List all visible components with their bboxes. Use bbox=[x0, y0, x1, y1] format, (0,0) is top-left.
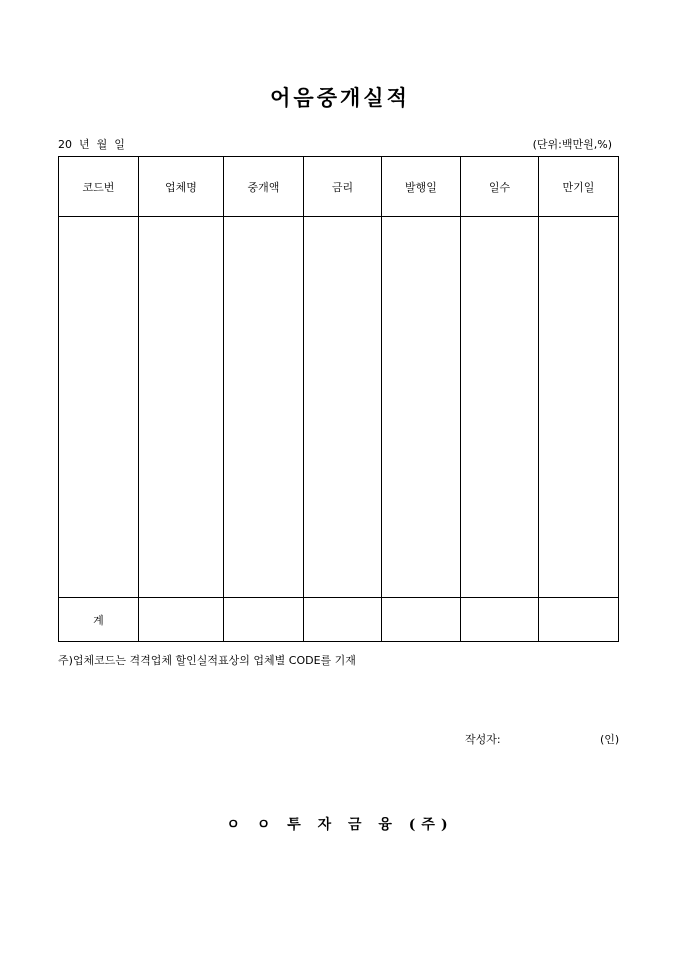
header-maturity-date: 만기일 bbox=[539, 157, 619, 217]
cell-code bbox=[59, 217, 139, 598]
header-code: 코드번 bbox=[59, 157, 139, 217]
author-label: 작성자: bbox=[465, 733, 501, 746]
table-body-row bbox=[59, 217, 619, 598]
cell-days bbox=[461, 217, 539, 598]
company-name: ㅇ ㅇ 투 자 금 융 (주) bbox=[226, 817, 454, 833]
report-date: 20 년 월 일 bbox=[58, 138, 125, 151]
header-issue-date: 발행일 bbox=[382, 157, 461, 217]
total-brokerage-amount bbox=[224, 598, 304, 642]
seal-label: (인) bbox=[600, 733, 620, 746]
total-label: 계 bbox=[59, 598, 139, 642]
header-company-name: 업체명 bbox=[139, 157, 224, 217]
cell-company-name bbox=[139, 217, 224, 598]
header-interest-rate: 금리 bbox=[304, 157, 382, 217]
total-row bbox=[59, 598, 619, 642]
document-title: 어음중개실적 bbox=[270, 85, 410, 110]
cell-issue-date bbox=[382, 217, 461, 598]
header-days: 일수 bbox=[461, 157, 539, 217]
cell-brokerage-amount bbox=[224, 217, 304, 598]
total-interest-rate bbox=[304, 598, 382, 642]
header-row bbox=[59, 157, 619, 217]
footnote: 주)업체코드는 격격업체 할인실적표상의 업체별 CODE를 기재 bbox=[58, 654, 356, 667]
cell-maturity-date bbox=[539, 217, 619, 598]
total-days bbox=[461, 598, 539, 642]
unit-label: (단위:백만원,%) bbox=[532, 138, 612, 151]
cell-interest-rate bbox=[304, 217, 382, 598]
report-table bbox=[58, 156, 619, 642]
header-brokerage-amount: 중개액 bbox=[224, 157, 304, 217]
total-maturity-date bbox=[539, 598, 619, 642]
total-issue-date bbox=[382, 598, 461, 642]
total-company-name bbox=[139, 598, 224, 642]
